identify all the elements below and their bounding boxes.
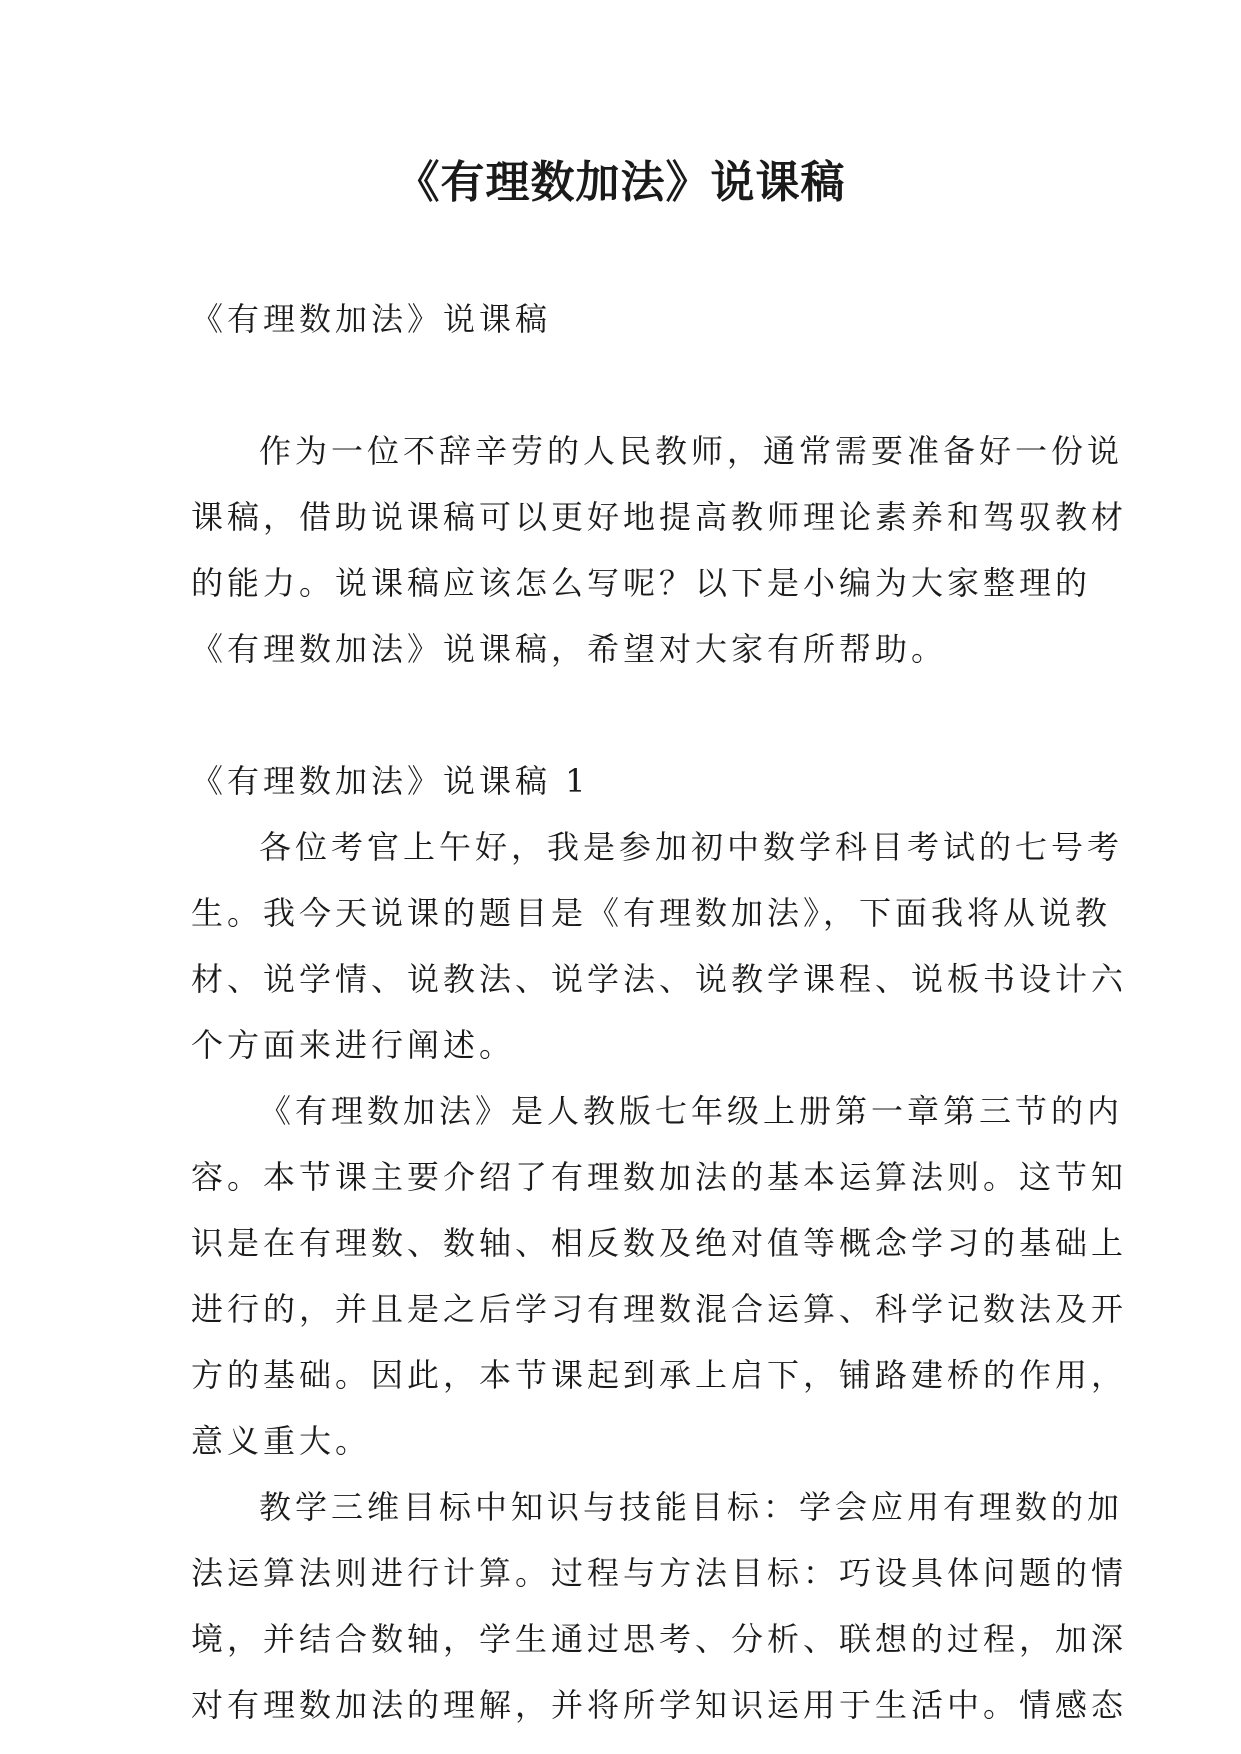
intro-line: 作为一位不辞辛劳的人民教师，通常需要准备好一份说	[259, 432, 1124, 470]
paragraph-line: 教学三维目标中知识与技能目标：学会应用有理数的加	[259, 1488, 1124, 1526]
paragraph-line: 境，并结合数轴，学生通过思考、分析、联想的过程，加深	[191, 1620, 1128, 1658]
paragraph-line: 生。我今天说课的题目是《有理数加法》，下面我将从说教	[191, 894, 1112, 932]
paragraph-line: 法运算法则进行计算。过程与方法目标：巧设具体问题的情	[191, 1554, 1128, 1592]
paragraph-line: 进行的，并且是之后学习有理数混合运算、科学记数法及开	[191, 1290, 1128, 1328]
spacer	[191, 352, 1061, 418]
paragraph-line: 识是在有理数、数轴、相反数及绝对值等概念学习的基础上	[191, 1224, 1128, 1262]
paragraph-line: 个方面来进行阐述。	[191, 1026, 516, 1064]
paragraph-line: 方的基础。因此，本节课起到承上启下，铺路建桥的作用，	[191, 1356, 1128, 1394]
paragraph-line: 对有理数加法的理解，并将所学知识运用于生活中。情感态	[191, 1686, 1128, 1724]
paragraph-line: 容。本节课主要介绍了有理数加法的基本运算法则。这节知	[191, 1158, 1128, 1196]
section-heading: 《有理数加法》说课稿 1	[191, 762, 590, 800]
document-body	[191, 286, 1128, 1738]
intro-line: 《有理数加法》说课稿，希望对大家有所帮助。	[191, 630, 948, 668]
subtitle: 《有理数加法》说课稿	[191, 300, 552, 338]
paragraph-line: 《有理数加法》是人教版七年级上册第一章第三节的内	[259, 1092, 1124, 1130]
paragraph-line: 材、说学情、说教法、说学法、说教学课程、说板书设计六	[191, 960, 1128, 998]
intro-line: 课稿，借助说课稿可以更好地提高教师理论素养和驾驭教材	[191, 498, 1128, 536]
document-title: 《有理数加法》说课稿	[395, 157, 846, 208]
paragraph-line: 各位考官上午好，我是参加初中数学科目考试的七号考	[259, 828, 1124, 866]
spacer	[191, 682, 1061, 748]
intro-line: 的能力。说课稿应该怎么写呢？以下是小编为大家整理的	[191, 564, 1092, 602]
paragraph-line: 意义重大。	[191, 1422, 372, 1460]
